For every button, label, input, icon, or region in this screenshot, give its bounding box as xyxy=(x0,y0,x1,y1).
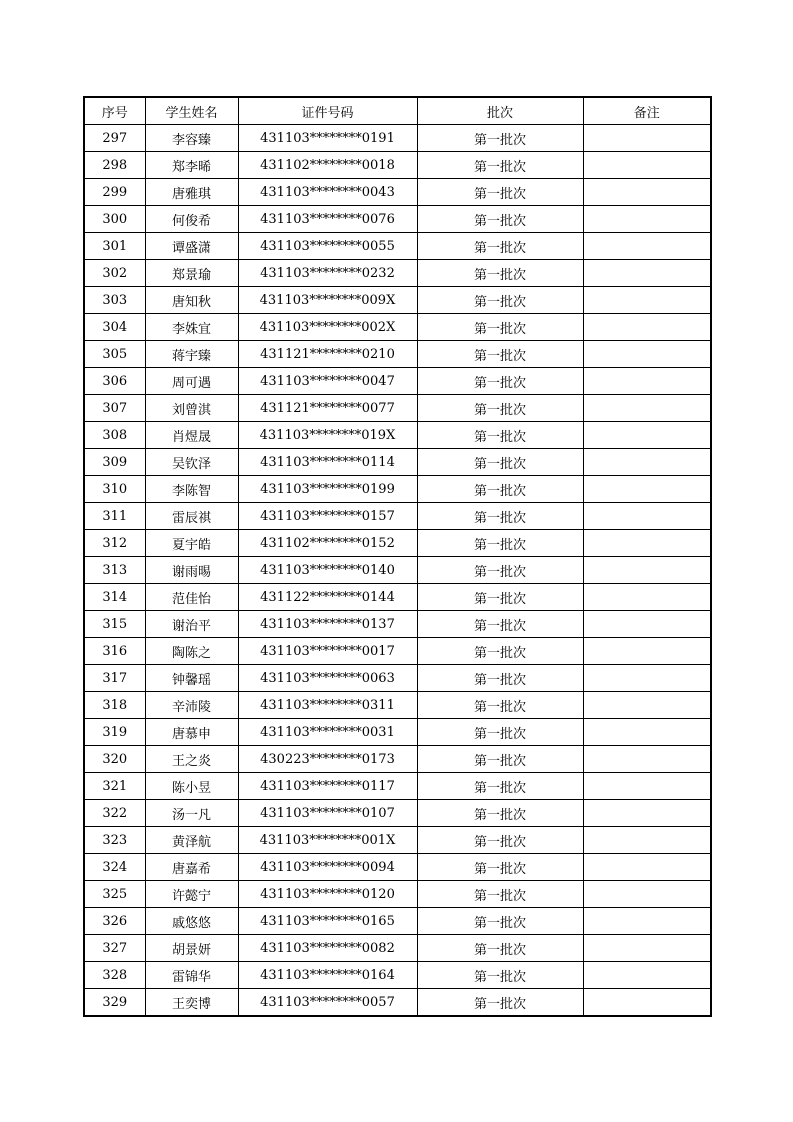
id-number-cell: 431103********0047 xyxy=(238,368,417,395)
student-name-cell: 汤一凡 xyxy=(145,800,238,827)
serial-number-cell: 297 xyxy=(84,125,145,152)
table-row xyxy=(84,746,711,773)
student-name-cell: 辛沛陵 xyxy=(145,692,238,719)
batch-cell: 第一批次 xyxy=(417,125,583,152)
table-row xyxy=(84,314,711,341)
table-row xyxy=(84,206,711,233)
id-number-cell: 431103********0117 xyxy=(238,773,417,800)
student-name-cell: 李姝宜 xyxy=(145,314,238,341)
table-row xyxy=(84,638,711,665)
batch-cell: 第一批次 xyxy=(417,260,583,287)
remarks-cell xyxy=(583,665,711,692)
remarks-cell xyxy=(583,260,711,287)
remarks-cell xyxy=(583,395,711,422)
remarks-cell xyxy=(583,233,711,260)
id-number-cell: 431103********0311 xyxy=(238,692,417,719)
header-batch: 批次 xyxy=(417,97,583,125)
table-row xyxy=(84,341,711,368)
serial-number-cell: 309 xyxy=(84,449,145,476)
serial-number-cell: 311 xyxy=(84,503,145,530)
student-name-cell: 蒋宇臻 xyxy=(145,341,238,368)
table-row xyxy=(84,881,711,908)
student-name-cell: 戚悠悠 xyxy=(145,908,238,935)
id-number-cell: 431103********0063 xyxy=(238,665,417,692)
id-number-cell: 431103********019X xyxy=(238,422,417,449)
remarks-cell xyxy=(583,557,711,584)
student-name-cell: 唐嘉希 xyxy=(145,854,238,881)
remarks-cell xyxy=(583,827,711,854)
id-number-cell: 431103********0114 xyxy=(238,449,417,476)
table-row xyxy=(84,800,711,827)
serial-number-cell: 323 xyxy=(84,827,145,854)
id-number-cell: 431102********0018 xyxy=(238,152,417,179)
remarks-cell xyxy=(583,422,711,449)
remarks-cell xyxy=(583,989,711,1017)
remarks-cell xyxy=(583,908,711,935)
table-row xyxy=(84,233,711,260)
student-name-cell: 范佳怡 xyxy=(145,584,238,611)
remarks-cell xyxy=(583,530,711,557)
id-number-cell: 431103********0140 xyxy=(238,557,417,584)
id-number-cell: 431103********0057 xyxy=(238,989,417,1017)
student-name-cell: 雷锦华 xyxy=(145,962,238,989)
table-row xyxy=(84,179,711,206)
batch-cell: 第一批次 xyxy=(417,935,583,962)
batch-cell: 第一批次 xyxy=(417,692,583,719)
serial-number-cell: 310 xyxy=(84,476,145,503)
serial-number-cell: 317 xyxy=(84,665,145,692)
table-row xyxy=(84,962,711,989)
remarks-cell xyxy=(583,368,711,395)
serial-number-cell: 306 xyxy=(84,368,145,395)
serial-number-cell: 318 xyxy=(84,692,145,719)
student-name-cell: 黄泽航 xyxy=(145,827,238,854)
id-number-cell: 431103********009X xyxy=(238,287,417,314)
id-number-cell: 431103********0043 xyxy=(238,179,417,206)
batch-cell: 第一批次 xyxy=(417,773,583,800)
id-number-cell: 431103********0082 xyxy=(238,935,417,962)
table-row xyxy=(84,557,711,584)
batch-cell: 第一批次 xyxy=(417,476,583,503)
serial-number-cell: 322 xyxy=(84,800,145,827)
table-row xyxy=(84,611,711,638)
table-row xyxy=(84,989,711,1017)
student-name-cell: 夏宇皓 xyxy=(145,530,238,557)
batch-cell: 第一批次 xyxy=(417,854,583,881)
table-row xyxy=(84,773,711,800)
serial-number-cell: 320 xyxy=(84,746,145,773)
id-number-cell: 431103********0055 xyxy=(238,233,417,260)
table-row xyxy=(84,368,711,395)
remarks-cell xyxy=(583,611,711,638)
table-row xyxy=(84,260,711,287)
batch-cell: 第一批次 xyxy=(417,557,583,584)
id-number-cell: 431103********0191 xyxy=(238,125,417,152)
table-row xyxy=(84,503,711,530)
id-number-cell: 431103********0120 xyxy=(238,881,417,908)
id-number-cell: 431103********0157 xyxy=(238,503,417,530)
student-name-cell: 王之炎 xyxy=(145,746,238,773)
serial-number-cell: 326 xyxy=(84,908,145,935)
id-number-cell: 431102********0152 xyxy=(238,530,417,557)
serial-number-cell: 305 xyxy=(84,341,145,368)
serial-number-cell: 314 xyxy=(84,584,145,611)
table-row xyxy=(84,152,711,179)
student-name-cell: 谢治平 xyxy=(145,611,238,638)
remarks-cell xyxy=(583,638,711,665)
serial-number-cell: 302 xyxy=(84,260,145,287)
batch-cell: 第一批次 xyxy=(417,152,583,179)
serial-number-cell: 315 xyxy=(84,611,145,638)
student-name-cell: 吴钦泽 xyxy=(145,449,238,476)
table-row xyxy=(84,422,711,449)
serial-number-cell: 308 xyxy=(84,422,145,449)
batch-cell: 第一批次 xyxy=(417,800,583,827)
student-roster-table xyxy=(83,96,712,1017)
header-id-number: 证件号码 xyxy=(238,97,417,125)
batch-cell: 第一批次 xyxy=(417,908,583,935)
id-number-cell: 431103********0094 xyxy=(238,854,417,881)
table-row xyxy=(84,287,711,314)
remarks-cell xyxy=(583,692,711,719)
id-number-cell: 431103********0076 xyxy=(238,206,417,233)
table-row xyxy=(84,395,711,422)
student-name-cell: 唐慕申 xyxy=(145,719,238,746)
table-row xyxy=(84,719,711,746)
student-name-cell: 李容臻 xyxy=(145,125,238,152)
serial-number-cell: 301 xyxy=(84,233,145,260)
id-number-cell: 431103********0137 xyxy=(238,611,417,638)
remarks-cell xyxy=(583,746,711,773)
table-row xyxy=(84,827,711,854)
serial-number-cell: 312 xyxy=(84,530,145,557)
student-name-cell: 谢雨晹 xyxy=(145,557,238,584)
id-number-cell: 431121********0210 xyxy=(238,341,417,368)
header-student-name: 学生姓名 xyxy=(145,97,238,125)
batch-cell: 第一批次 xyxy=(417,449,583,476)
remarks-cell xyxy=(583,314,711,341)
batch-cell: 第一批次 xyxy=(417,827,583,854)
table-row xyxy=(84,125,711,152)
student-name-cell: 周可遇 xyxy=(145,368,238,395)
serial-number-cell: 327 xyxy=(84,935,145,962)
remarks-cell xyxy=(583,935,711,962)
batch-cell: 第一批次 xyxy=(417,368,583,395)
serial-number-cell: 321 xyxy=(84,773,145,800)
header-serial-number: 序号 xyxy=(84,97,145,125)
id-number-cell: 431103********0164 xyxy=(238,962,417,989)
id-number-cell: 431121********0077 xyxy=(238,395,417,422)
serial-number-cell: 307 xyxy=(84,395,145,422)
batch-cell: 第一批次 xyxy=(417,503,583,530)
id-number-cell: 431103********002X xyxy=(238,314,417,341)
batch-cell: 第一批次 xyxy=(417,530,583,557)
remarks-cell xyxy=(583,449,711,476)
serial-number-cell: 329 xyxy=(84,989,145,1017)
student-name-cell: 唐雅琪 xyxy=(145,179,238,206)
remarks-cell xyxy=(583,179,711,206)
batch-cell: 第一批次 xyxy=(417,395,583,422)
batch-cell: 第一批次 xyxy=(417,584,583,611)
serial-number-cell: 304 xyxy=(84,314,145,341)
table-row xyxy=(84,692,711,719)
table-row xyxy=(84,584,711,611)
id-number-cell: 431103********0031 xyxy=(238,719,417,746)
id-number-cell: 431103********0165 xyxy=(238,908,417,935)
remarks-cell xyxy=(583,476,711,503)
batch-cell: 第一批次 xyxy=(417,611,583,638)
remarks-cell xyxy=(583,152,711,179)
table-header-row xyxy=(84,97,711,125)
batch-cell: 第一批次 xyxy=(417,341,583,368)
batch-cell: 第一批次 xyxy=(417,206,583,233)
student-name-cell: 谭盛潇 xyxy=(145,233,238,260)
table-body xyxy=(84,125,711,1017)
serial-number-cell: 298 xyxy=(84,152,145,179)
table-row xyxy=(84,530,711,557)
batch-cell: 第一批次 xyxy=(417,314,583,341)
student-name-cell: 陈小昱 xyxy=(145,773,238,800)
remarks-cell xyxy=(583,854,711,881)
table-row xyxy=(84,908,711,935)
student-name-cell: 郑李晞 xyxy=(145,152,238,179)
remarks-cell xyxy=(583,962,711,989)
table-row xyxy=(84,665,711,692)
student-name-cell: 王奕博 xyxy=(145,989,238,1017)
batch-cell: 第一批次 xyxy=(417,233,583,260)
id-number-cell: 431122********0144 xyxy=(238,584,417,611)
batch-cell: 第一批次 xyxy=(417,422,583,449)
serial-number-cell: 303 xyxy=(84,287,145,314)
batch-cell: 第一批次 xyxy=(417,746,583,773)
serial-number-cell: 300 xyxy=(84,206,145,233)
remarks-cell xyxy=(583,584,711,611)
remarks-cell xyxy=(583,503,711,530)
id-number-cell: 431103********0232 xyxy=(238,260,417,287)
header-remarks: 备注 xyxy=(583,97,711,125)
remarks-cell xyxy=(583,341,711,368)
table-row xyxy=(84,935,711,962)
student-name-cell: 雷辰祺 xyxy=(145,503,238,530)
student-name-cell: 肖煜晟 xyxy=(145,422,238,449)
student-name-cell: 郑景瑜 xyxy=(145,260,238,287)
serial-number-cell: 324 xyxy=(84,854,145,881)
remarks-cell xyxy=(583,773,711,800)
id-number-cell: 431103********001X xyxy=(238,827,417,854)
batch-cell: 第一批次 xyxy=(417,665,583,692)
table-row xyxy=(84,854,711,881)
student-name-cell: 胡景妍 xyxy=(145,935,238,962)
table-row xyxy=(84,476,711,503)
batch-cell: 第一批次 xyxy=(417,638,583,665)
remarks-cell xyxy=(583,206,711,233)
serial-number-cell: 319 xyxy=(84,719,145,746)
serial-number-cell: 325 xyxy=(84,881,145,908)
batch-cell: 第一批次 xyxy=(417,287,583,314)
serial-number-cell: 313 xyxy=(84,557,145,584)
student-name-cell: 许懿宁 xyxy=(145,881,238,908)
id-number-cell: 431103********0017 xyxy=(238,638,417,665)
remarks-cell xyxy=(583,287,711,314)
batch-cell: 第一批次 xyxy=(417,962,583,989)
serial-number-cell: 299 xyxy=(84,179,145,206)
id-number-cell: 431103********0107 xyxy=(238,800,417,827)
id-number-cell: 430223********0173 xyxy=(238,746,417,773)
serial-number-cell: 316 xyxy=(84,638,145,665)
student-name-cell: 何俊希 xyxy=(145,206,238,233)
student-name-cell: 刘曾淇 xyxy=(145,395,238,422)
student-name-cell: 陶陈之 xyxy=(145,638,238,665)
serial-number-cell: 328 xyxy=(84,962,145,989)
id-number-cell: 431103********0199 xyxy=(238,476,417,503)
student-name-cell: 钟馨瑶 xyxy=(145,665,238,692)
batch-cell: 第一批次 xyxy=(417,179,583,206)
remarks-cell xyxy=(583,800,711,827)
table-row xyxy=(84,449,711,476)
student-name-cell: 唐知秋 xyxy=(145,287,238,314)
batch-cell: 第一批次 xyxy=(417,881,583,908)
remarks-cell xyxy=(583,881,711,908)
batch-cell: 第一批次 xyxy=(417,989,583,1017)
batch-cell: 第一批次 xyxy=(417,719,583,746)
remarks-cell xyxy=(583,719,711,746)
remarks-cell xyxy=(583,125,711,152)
student-name-cell: 李陈智 xyxy=(145,476,238,503)
